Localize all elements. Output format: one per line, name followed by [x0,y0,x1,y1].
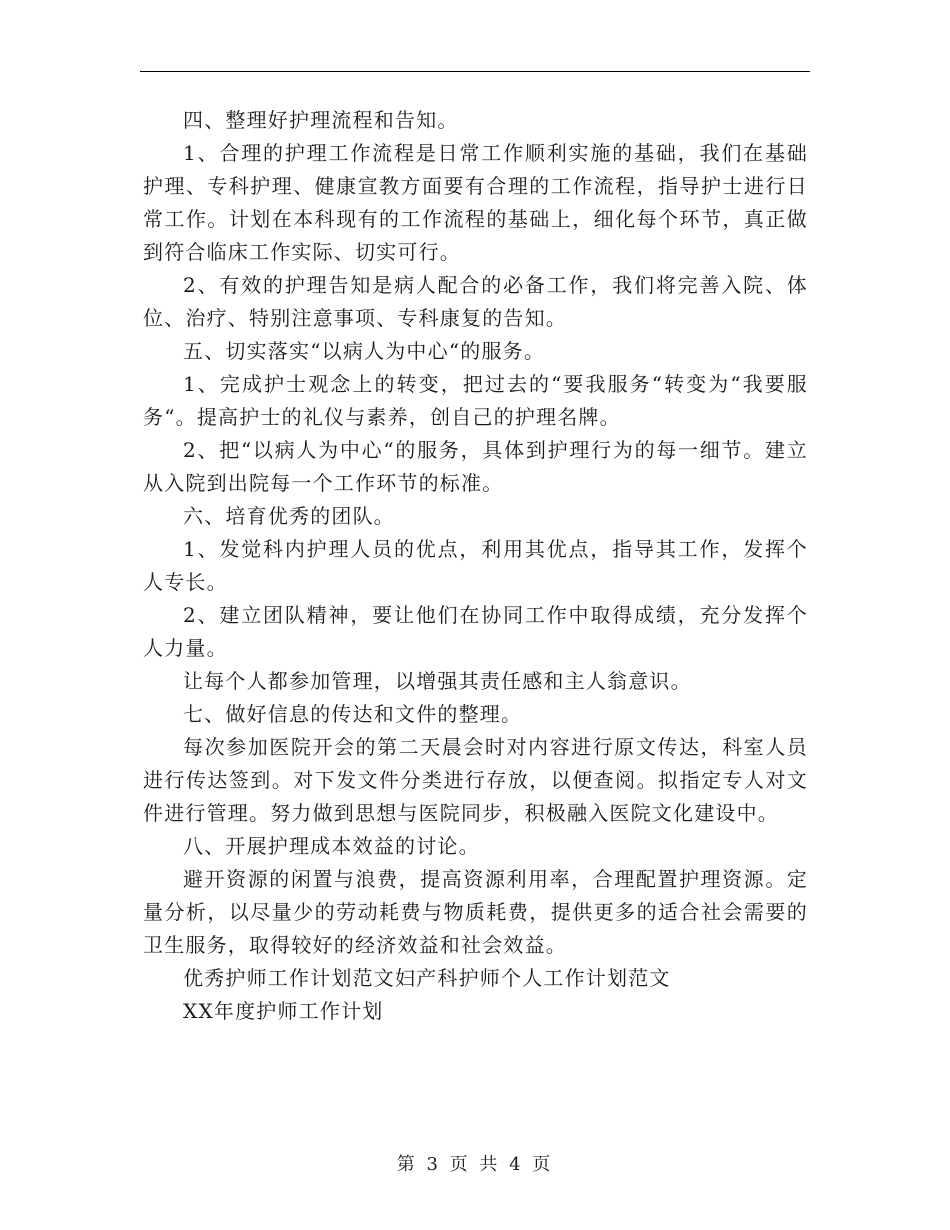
related-title: 优秀护师工作计划范文妇产科护师个人工作计划范文 [183,966,671,990]
section-heading-4: 四、整理好护理流程和告知。 [183,108,459,132]
paragraph: 2、建立团队精神，要让他们在协同工作中取得成绩，充分发挥个人力量。 [143,603,808,660]
header-rule [140,71,810,72]
paragraph: 2、把“以病人为中心“的服务，具体到护理行为的每一细节。建立从入院到出院每一个工作环节的标准。 [143,438,808,495]
section-heading-8: 八、开展护理成本效益的讨论。 [183,834,480,858]
paragraph: 避开资源的闲置与浪费，提高资源利用率，合理配置护理资源。定量分析，以尽量少的劳动耗费与物质耗费，提供更多的适合社会需要的卫生服务，取得较好的经济效益和社会效益。 [143,867,808,957]
section-heading-7: 七、做好信息的传达和文件的整理。 [183,702,523,726]
paragraph: 1、合理的护理工作流程是日常工作顺利实施的基础，我们在基础护理、专科护理、健康宣教方面要有合理的工作流程，指导护士进行日常工作。计划在本科现有的工作流程的基础上，细化每个环节，真正做到符合临床工作实际、切实可行。 [143,141,808,264]
section-heading-5: 五、切实落实“以病人为中心“的服务。 [183,339,546,363]
section-heading-6: 六、培育优秀的团队。 [183,504,395,528]
paragraph: 1、发觉科内护理人员的优点，利用其优点，指导其工作，发挥个人专长。 [143,537,808,594]
document-body [143,104,808,1028]
related-title: XX年度护师工作计划 [183,999,384,1023]
paragraph: 1、完成护士观念上的转变，把过去的“要我服务“转变为“我要服务“。提高护士的礼仪与素养，创自己的护理名牌。 [143,372,808,429]
paragraph: 2、有效的护理告知是病人配合的必备工作，我们将完善入院、体位、治疗、特别注意事项、专科康复的告知。 [143,273,808,330]
paragraph: 每次参加医院开会的第二天晨会时对内容进行原文传达，科室人员进行传达签到。对下发文件分类进行存放，以便查阅。拟指定专人对文件进行管理。努力做到思想与医院同步，积极融入医院文化建设中。 [143,735,808,825]
page-number: 第 3 页 共 4 页 [396,1154,554,1175]
paragraph: 让每个人都参加管理，以增强其责任感和主人翁意识。 [183,669,692,693]
